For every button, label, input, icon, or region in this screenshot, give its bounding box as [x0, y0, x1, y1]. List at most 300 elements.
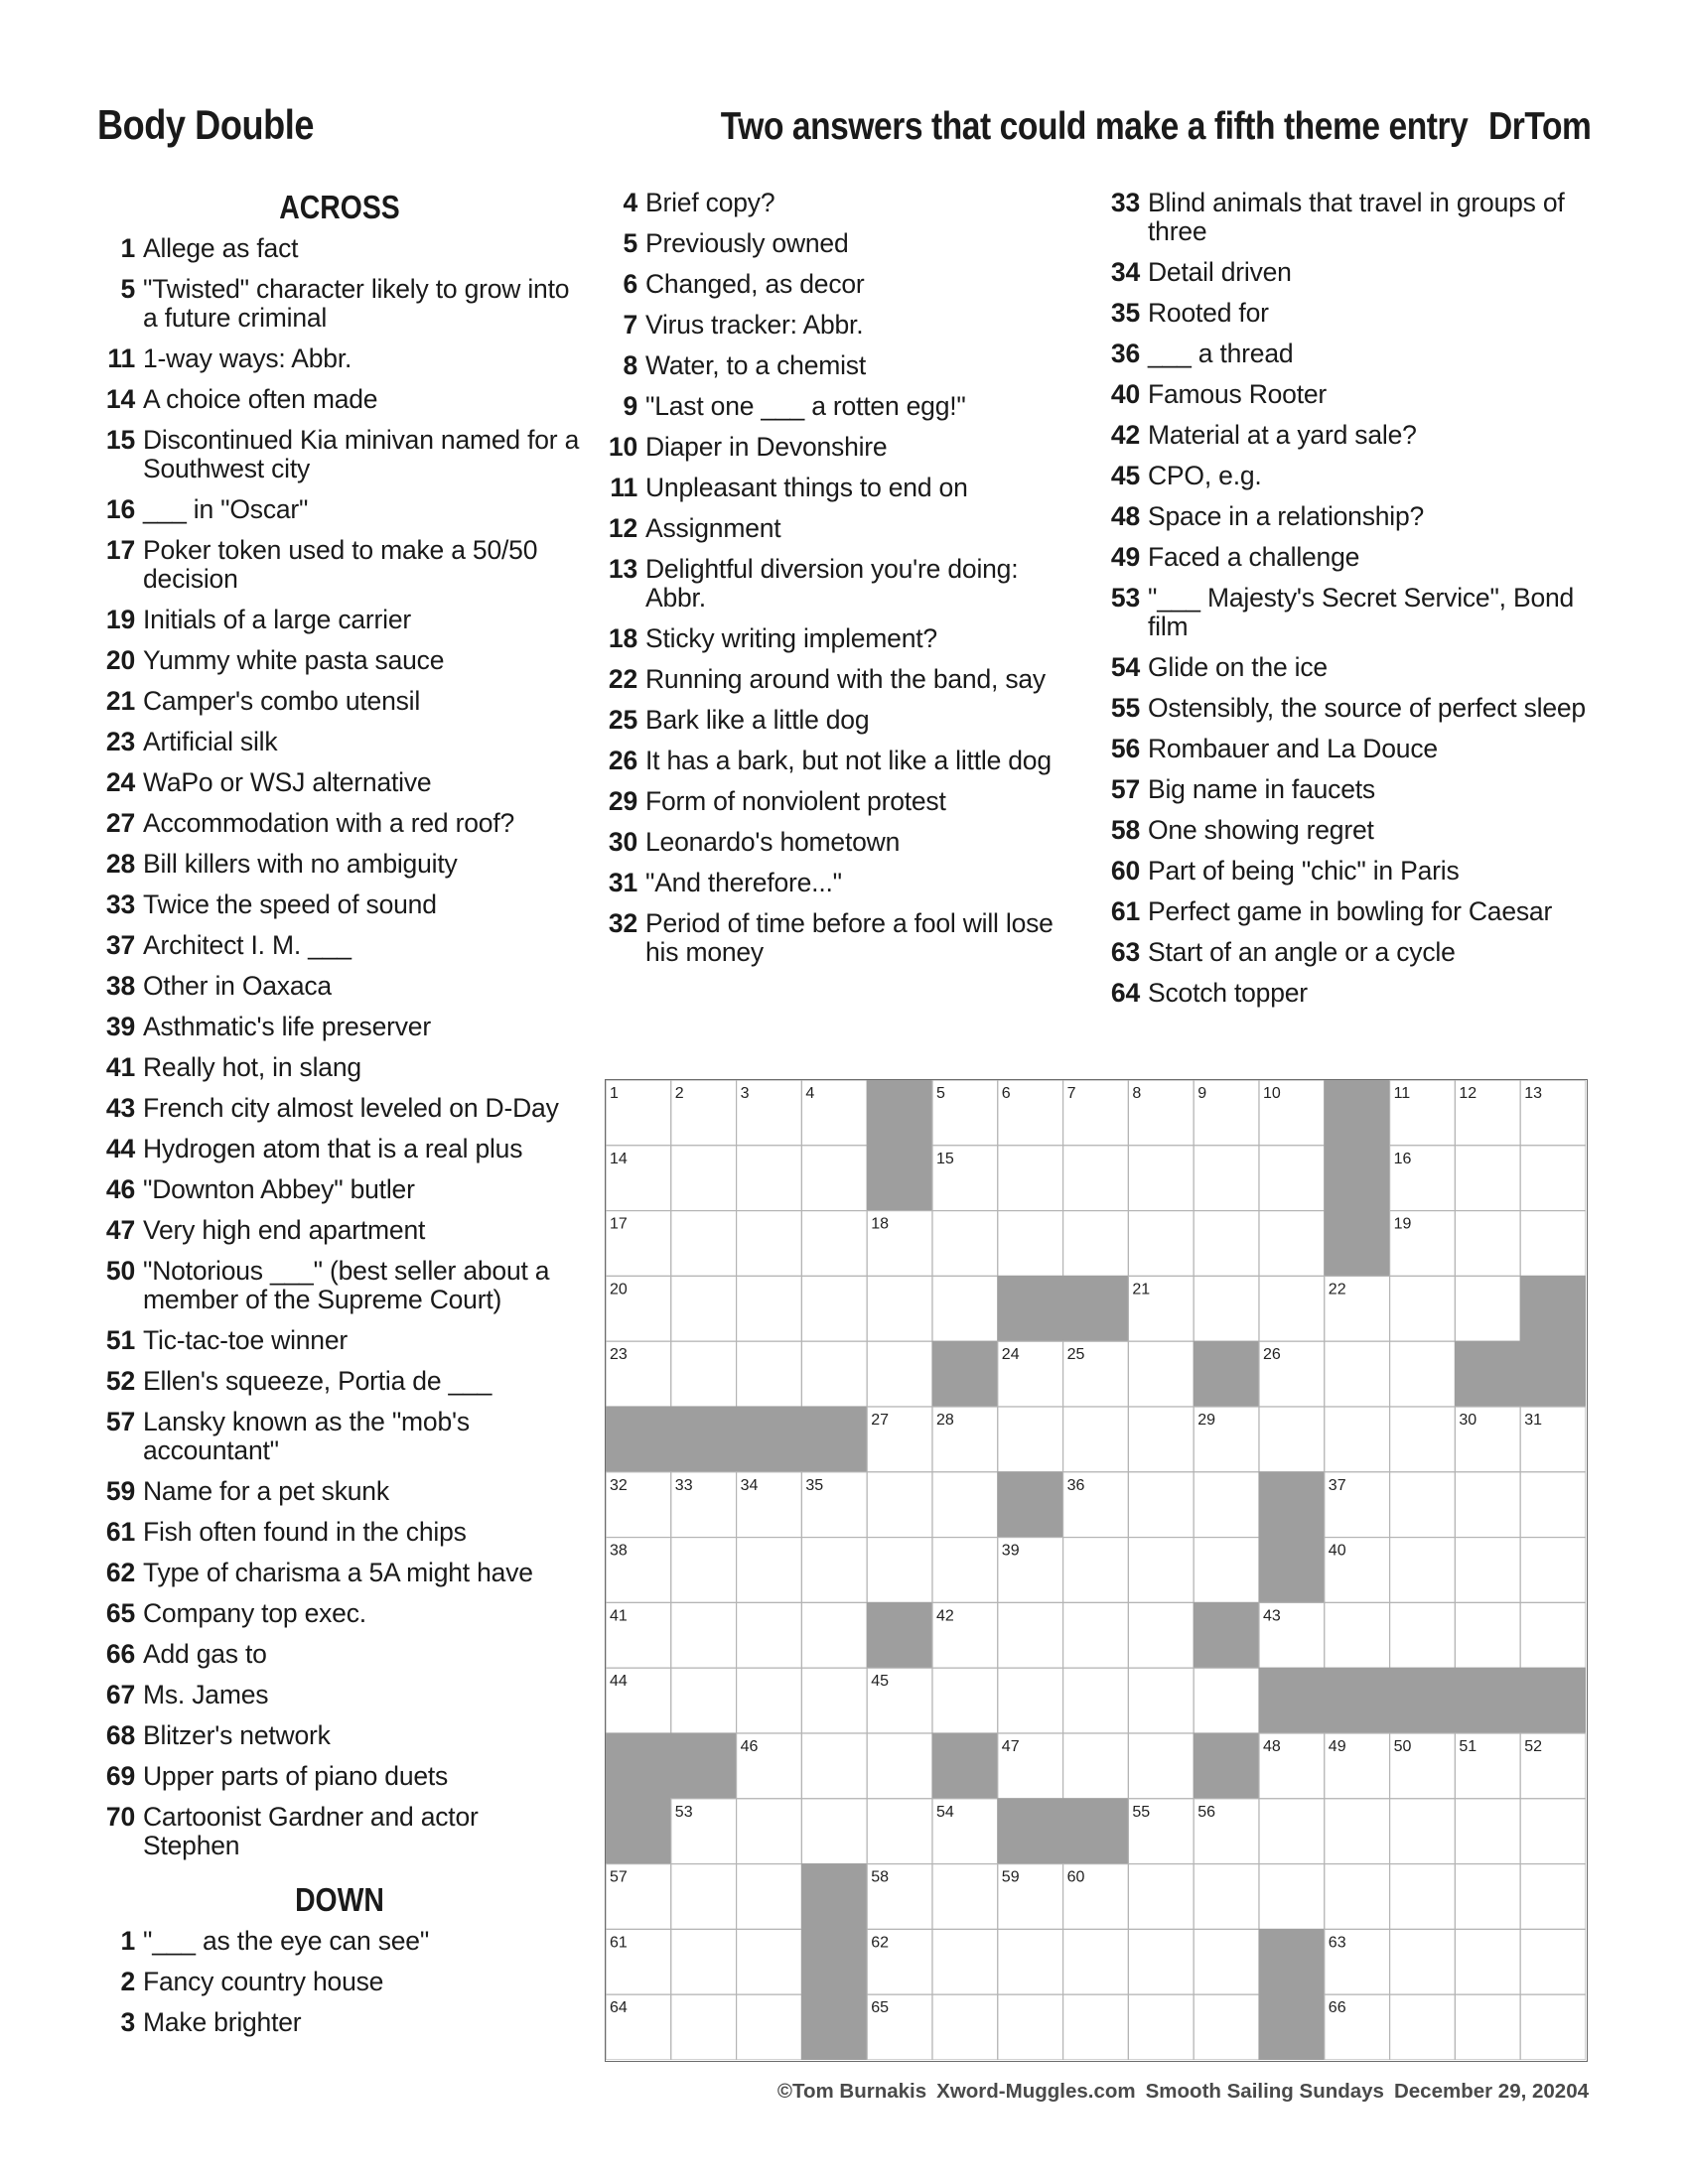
grid-cell[interactable]	[1128, 1602, 1194, 1668]
publish-date: December 29, 20204	[1393, 2080, 1589, 2103]
clue-item[interactable]	[1102, 694, 1595, 723]
grid-cell[interactable]	[932, 1929, 998, 1994]
clue-item[interactable]	[1102, 735, 1595, 763]
clue-item[interactable]	[97, 1326, 580, 1355]
cell-number: 38	[610, 1542, 628, 1560]
clue-item[interactable]	[97, 809, 580, 838]
grid-cell[interactable]	[1259, 1407, 1325, 1472]
clue-item[interactable]	[97, 1257, 580, 1314]
clue-text: Space in a relationship?	[1148, 501, 1425, 531]
clue-number: 15	[105, 425, 135, 455]
grid-cell[interactable]	[1455, 1146, 1520, 1211]
clue-text: Type of charisma a 5A might have	[143, 1558, 533, 1587]
grid-cell[interactable]	[932, 1864, 998, 1930]
grid-cell[interactable]	[1390, 1602, 1456, 1668]
clue-item[interactable]	[1102, 816, 1595, 845]
clue-item[interactable]	[97, 1013, 580, 1041]
grid-cell[interactable]	[1128, 1407, 1194, 1472]
grid-cell[interactable]	[867, 1538, 932, 1603]
clue-item[interactable]	[1102, 380, 1595, 409]
grid-cell[interactable]	[932, 1538, 998, 1603]
clue-text: Water, to a chemist	[645, 350, 867, 380]
clue-number: 40	[1110, 379, 1140, 409]
clue-number: 6	[623, 269, 637, 299]
clue-number: 48	[1110, 501, 1140, 531]
clue-item[interactable]	[1102, 543, 1595, 572]
grid-cell[interactable]	[737, 1538, 802, 1603]
grid-cell[interactable]	[1194, 1211, 1259, 1277]
grid-block	[1063, 1276, 1129, 1341]
grid-block	[671, 1407, 737, 1472]
clue-item[interactable]	[97, 1518, 580, 1547]
cell-number: 49	[1328, 1738, 1346, 1755]
grid-cell[interactable]	[801, 1146, 867, 1211]
clue-number: 14	[105, 384, 135, 414]
grid-cell[interactable]	[737, 1146, 802, 1211]
clue-item[interactable]	[97, 1640, 580, 1669]
grid-cell[interactable]	[1455, 1864, 1520, 1930]
clue-item[interactable]	[600, 747, 1066, 775]
grid-cell[interactable]	[1259, 1864, 1325, 1930]
grid-cell[interactable]	[671, 1668, 737, 1733]
grid-cell[interactable]	[1325, 1864, 1390, 1930]
grid-cell[interactable]	[671, 1994, 737, 2060]
clue-item[interactable]	[600, 787, 1066, 816]
clue-number: 13	[608, 554, 637, 584]
clue-number: 23	[105, 727, 135, 756]
clue-number: 19	[105, 605, 135, 634]
cell-number: 1	[610, 1085, 619, 1102]
grid-block	[1325, 1668, 1390, 1733]
grid-cell[interactable]	[1128, 1146, 1194, 1211]
grid-cell[interactable]	[1063, 1733, 1129, 1799]
grid-cell[interactable]	[998, 1211, 1063, 1277]
clue-text: Rombauer and La Douce	[1148, 734, 1438, 763]
grid-cell[interactable]	[1455, 1929, 1520, 1994]
grid-cell[interactable]	[1194, 1994, 1259, 2060]
cell-number: 47	[1001, 1738, 1020, 1755]
grid-cell[interactable]	[1390, 1276, 1456, 1341]
grid-cell[interactable]	[737, 1602, 802, 1668]
footer	[768, 2080, 1589, 2104]
down-clue-list-1	[97, 1927, 580, 2049]
grid-cell[interactable]	[1390, 1799, 1456, 1864]
grid-cell[interactable]	[801, 1538, 867, 1603]
grid-cell[interactable]	[801, 1211, 867, 1277]
cell-number: 20	[610, 1281, 628, 1298]
grid-cell[interactable]	[1194, 1864, 1259, 1930]
grid-cell[interactable]	[1520, 1864, 1586, 1930]
clue-item[interactable]	[1102, 340, 1595, 368]
cell-number: 41	[610, 1607, 628, 1625]
clue-item[interactable]	[97, 1408, 580, 1465]
grid-cell[interactable]	[737, 1276, 802, 1341]
clue-item[interactable]	[97, 646, 580, 675]
clue-text: Accommodation with a red roof?	[143, 808, 515, 838]
cell-number: 57	[610, 1868, 628, 1886]
clue-item[interactable]	[97, 1216, 580, 1245]
grid-cell[interactable]	[932, 1276, 998, 1341]
grid-cell[interactable]	[867, 1341, 932, 1407]
clue-item[interactable]	[1102, 938, 1595, 967]
grid-cell[interactable]	[671, 1602, 737, 1668]
grid-block	[1259, 1994, 1325, 2060]
clue-item[interactable]	[600, 270, 1066, 299]
grid-block	[932, 1733, 998, 1799]
grid-cell[interactable]	[1259, 1799, 1325, 1864]
grid-cell[interactable]	[671, 1146, 737, 1211]
grid-block	[1520, 1668, 1586, 1733]
clue-item[interactable]	[600, 555, 1066, 613]
clue-item[interactable]	[600, 392, 1066, 421]
grid-cell[interactable]	[1455, 1538, 1520, 1603]
clue-text: 1-way ways: Abbr.	[143, 343, 352, 373]
grid-cell[interactable]	[737, 1668, 802, 1733]
cell-number: 40	[1328, 1542, 1346, 1560]
grid-cell[interactable]	[1063, 1929, 1129, 1994]
clue-item[interactable]	[97, 1762, 580, 1791]
grid-cell[interactable]	[998, 1668, 1063, 1733]
clue-text: Changed, as decor	[645, 269, 865, 299]
clue-text: Hydrogen atom that is a real plus	[143, 1134, 523, 1163]
clue-item[interactable]	[97, 931, 580, 960]
clue-item[interactable]	[1102, 897, 1595, 926]
grid-cell[interactable]	[1063, 1407, 1129, 1472]
clue-item[interactable]	[97, 2008, 580, 2037]
grid-cell[interactable]	[671, 1276, 737, 1341]
grid-cell[interactable]	[1063, 1668, 1129, 1733]
grid-block	[998, 1472, 1063, 1538]
grid-cell[interactable]	[1063, 1211, 1129, 1277]
grid-block	[671, 1733, 737, 1799]
clue-number: 39	[105, 1012, 135, 1041]
cell-number: 64	[610, 1999, 628, 2017]
clue-text: Other in Oaxaca	[143, 971, 332, 1001]
grid-cell[interactable]	[671, 1864, 737, 1930]
cell-number: 29	[1197, 1412, 1215, 1429]
clue-item[interactable]	[600, 665, 1066, 694]
grid-cell[interactable]	[1455, 1276, 1520, 1341]
clue-item[interactable]	[97, 536, 580, 594]
grid-cell[interactable]	[671, 1538, 737, 1603]
clue-number: 30	[608, 827, 637, 857]
grid-cell[interactable]	[737, 1929, 802, 1994]
grid-cell[interactable]	[671, 1341, 737, 1407]
cell-number: 17	[610, 1215, 628, 1233]
clue-text: Really hot, in slang	[143, 1052, 361, 1082]
clue-item[interactable]	[97, 344, 580, 373]
clue-item[interactable]	[97, 728, 580, 756]
cell-number: 36	[1066, 1476, 1085, 1494]
clue-number: 43	[105, 1093, 135, 1123]
site-url: Xword-Muggles.com	[936, 2080, 1136, 2103]
clue-item[interactable]	[97, 768, 580, 797]
clue-item[interactable]	[1102, 462, 1595, 490]
grid-cell[interactable]	[1520, 1211, 1586, 1277]
grid-cell[interactable]	[1128, 1733, 1194, 1799]
grid-cell[interactable]	[737, 1799, 802, 1864]
clue-item[interactable]	[97, 606, 580, 634]
grid-cell[interactable]	[998, 1407, 1063, 1472]
grid-block	[1259, 1472, 1325, 1538]
clue-item[interactable]	[97, 1053, 580, 1082]
grid-cell[interactable]	[801, 1602, 867, 1668]
cell-number: 28	[936, 1412, 954, 1429]
clue-text: Asthmatic's life preserver	[143, 1012, 431, 1041]
grid-block	[1325, 1211, 1390, 1277]
clue-item[interactable]	[97, 234, 580, 263]
grid-cell[interactable]	[1455, 1602, 1520, 1668]
clue-item[interactable]	[97, 1599, 580, 1628]
puzzle-title: Body Double	[97, 101, 315, 148]
grid-cell[interactable]	[998, 1929, 1063, 1994]
grid-cell[interactable]	[1390, 1864, 1456, 1930]
clue-item[interactable]	[1102, 653, 1595, 682]
clue-item[interactable]	[97, 275, 580, 333]
clue-item[interactable]	[600, 229, 1066, 258]
clue-number: 57	[105, 1407, 135, 1436]
copyright: ©Tom Burnakis	[776, 2080, 927, 2103]
clue-item[interactable]	[97, 1135, 580, 1163]
clue-number: 1	[120, 233, 135, 263]
clue-number: 59	[105, 1476, 135, 1506]
cell-number: 31	[1524, 1412, 1542, 1429]
clue-number: 2	[120, 1967, 135, 1996]
grid-cell[interactable]	[801, 1341, 867, 1407]
grid-cell[interactable]	[737, 1341, 802, 1407]
clue-item[interactable]	[1102, 421, 1595, 450]
grid-cell[interactable]	[1063, 1146, 1129, 1211]
clue-number: 68	[105, 1720, 135, 1750]
grid-cell[interactable]	[932, 1472, 998, 1538]
grid-cell[interactable]	[1390, 1341, 1456, 1407]
grid-cell[interactable]	[1325, 1799, 1390, 1864]
grid-cell[interactable]	[1455, 1211, 1520, 1277]
clue-text: Material at a yard sale?	[1148, 420, 1417, 450]
grid-cell[interactable]	[737, 1994, 802, 2060]
clue-item[interactable]	[600, 514, 1066, 543]
clue-item[interactable]	[600, 624, 1066, 653]
grid-cell[interactable]	[1520, 1538, 1586, 1603]
clue-item[interactable]	[1102, 857, 1595, 886]
cell-number: 45	[871, 1673, 889, 1691]
clue-item[interactable]	[600, 433, 1066, 462]
clue-item[interactable]	[600, 869, 1066, 897]
grid-cell[interactable]	[867, 1472, 932, 1538]
clue-item[interactable]	[97, 1721, 580, 1750]
clue-item[interactable]	[97, 850, 580, 879]
clue-number: 70	[105, 1802, 135, 1832]
grid-block	[867, 1602, 932, 1668]
grid-cell[interactable]	[867, 1733, 932, 1799]
grid-cell[interactable]	[1259, 1276, 1325, 1341]
grid-cell[interactable]	[801, 1733, 867, 1799]
clue-number: 26	[608, 746, 637, 775]
grid-cell[interactable]	[1520, 1929, 1586, 1994]
grid-cell[interactable]	[737, 1211, 802, 1277]
clue-item[interactable]	[1102, 584, 1595, 641]
clue-item[interactable]	[97, 1559, 580, 1587]
clue-text: "___ as the eye can see"	[143, 1926, 430, 1956]
grid-cell[interactable]	[1128, 1211, 1194, 1277]
clue-item[interactable]	[1102, 189, 1595, 246]
clue-item[interactable]	[97, 1367, 580, 1396]
clue-number: 62	[105, 1558, 135, 1587]
grid-cell[interactable]	[1390, 1407, 1456, 1472]
cell-number: 19	[1393, 1215, 1412, 1233]
clue-item[interactable]	[1102, 775, 1595, 804]
grid-cell[interactable]	[998, 1146, 1063, 1211]
grid-cell[interactable]	[1455, 1799, 1520, 1864]
clue-number: 28	[105, 849, 135, 879]
cell-number: 14	[610, 1150, 628, 1167]
across-clue-list	[97, 234, 580, 1872]
grid-cell[interactable]	[1455, 1472, 1520, 1538]
cell-number: 30	[1459, 1412, 1477, 1429]
clue-item[interactable]	[97, 890, 580, 919]
grid-cell[interactable]	[671, 1929, 737, 1994]
grid-cell[interactable]	[1063, 1994, 1129, 2060]
grid-cell[interactable]	[932, 1211, 998, 1277]
cell-number: 59	[1001, 1868, 1020, 1886]
grid-cell[interactable]	[737, 1864, 802, 1930]
grid-cell[interactable]	[1128, 1864, 1194, 1930]
grid-block	[998, 1799, 1063, 1864]
clue-item[interactable]	[97, 495, 580, 524]
clue-item[interactable]	[600, 189, 1066, 217]
grid-cell[interactable]	[1259, 1146, 1325, 1211]
grid-cell[interactable]	[1520, 1146, 1586, 1211]
cell-number: 4	[805, 1085, 815, 1102]
grid-cell[interactable]	[1520, 1799, 1586, 1864]
clue-item[interactable]	[97, 426, 580, 483]
cell-number: 60	[1066, 1868, 1085, 1886]
grid-cell[interactable]	[1063, 1602, 1129, 1668]
clue-item[interactable]	[97, 1927, 580, 1956]
clue-text: Period of time before a fool will lose his money	[645, 908, 1054, 967]
clue-item[interactable]	[600, 311, 1066, 340]
grid-block	[1194, 1341, 1259, 1407]
grid-cell[interactable]	[1455, 1994, 1520, 2060]
clue-item[interactable]	[600, 474, 1066, 502]
grid-cell[interactable]	[1128, 1341, 1194, 1407]
grid-cell[interactable]	[801, 1276, 867, 1341]
grid-cell[interactable]	[1194, 1472, 1259, 1538]
grid-cell[interactable]	[998, 1602, 1063, 1668]
grid-cell[interactable]	[867, 1799, 932, 1864]
grid-cell[interactable]	[1325, 1341, 1390, 1407]
cell-number: 11	[1393, 1085, 1411, 1102]
grid-cell[interactable]	[801, 1668, 867, 1733]
clue-text: Initials of a large carrier	[143, 605, 412, 634]
clue-number: 5	[623, 228, 637, 258]
clue-item[interactable]	[1102, 979, 1595, 1008]
clue-number: 53	[1110, 583, 1140, 613]
clue-number: 8	[623, 350, 637, 380]
cell-number: 33	[674, 1476, 693, 1494]
clue-item[interactable]	[97, 1968, 580, 1996]
grid-cell[interactable]	[1063, 1538, 1129, 1603]
clue-item[interactable]	[600, 706, 1066, 735]
clue-number: 58	[1110, 815, 1140, 845]
grid-cell[interactable]	[1520, 1472, 1586, 1538]
grid-cell[interactable]	[1325, 1602, 1390, 1668]
clue-text: Make brighter	[143, 2007, 302, 2037]
grid-cell[interactable]	[1390, 1538, 1456, 1603]
grid-cell[interactable]	[1194, 1538, 1259, 1603]
grid-cell[interactable]	[1520, 1602, 1586, 1668]
grid-block	[801, 1864, 867, 1930]
clue-item[interactable]	[97, 385, 580, 414]
grid-cell[interactable]	[1520, 1994, 1586, 2060]
grid-cell[interactable]	[1390, 1929, 1456, 1994]
cell-number: 55	[1132, 1803, 1151, 1821]
grid-cell[interactable]	[1128, 1994, 1194, 2060]
clue-item[interactable]	[97, 972, 580, 1001]
cell-number: 8	[1132, 1085, 1142, 1102]
clue-item[interactable]	[600, 828, 1066, 857]
clue-text: Perfect game in bowling for Caesar	[1148, 896, 1553, 926]
grid-cell[interactable]	[1390, 1472, 1456, 1538]
cell-number: 42	[936, 1607, 954, 1625]
grid-cell[interactable]	[1390, 1994, 1456, 2060]
grid-cell[interactable]	[1128, 1929, 1194, 1994]
grid-cell[interactable]	[801, 1799, 867, 1864]
clue-item[interactable]	[97, 1477, 580, 1506]
grid-svg	[606, 1080, 1586, 2060]
grid-cell[interactable]	[1128, 1538, 1194, 1603]
clue-item[interactable]	[1102, 299, 1595, 328]
cell-number: 35	[805, 1476, 824, 1494]
clue-item[interactable]	[97, 1681, 580, 1709]
clue-item[interactable]	[1102, 258, 1595, 287]
clue-text: A choice often made	[143, 384, 378, 414]
clue-item[interactable]	[600, 909, 1066, 967]
grid-cell[interactable]	[671, 1211, 737, 1277]
clue-text: Lansky known as the "mob's accountant"	[143, 1407, 470, 1465]
grid-cell[interactable]	[867, 1276, 932, 1341]
grid-cell[interactable]	[998, 1994, 1063, 2060]
clue-text: "Twisted" character likely to grow into a future criminal	[143, 274, 570, 333]
grid-cell[interactable]	[932, 1994, 998, 2060]
clue-item[interactable]	[97, 1803, 580, 1860]
grid-cell[interactable]	[1194, 1929, 1259, 1994]
grid-cell[interactable]	[1128, 1472, 1194, 1538]
crossword-grid[interactable]	[605, 1079, 1588, 2062]
clue-text: Start of an angle or a cycle	[1148, 937, 1456, 967]
grid-cell[interactable]	[1325, 1407, 1390, 1472]
cell-number: 25	[1066, 1346, 1085, 1364]
clue-item[interactable]	[97, 687, 580, 716]
cell-number: 3	[740, 1085, 750, 1102]
clue-item[interactable]	[97, 1175, 580, 1204]
cell-number: 53	[674, 1803, 693, 1821]
grid-cell[interactable]	[1128, 1668, 1194, 1733]
clue-item[interactable]	[97, 1094, 580, 1123]
cell-number: 48	[1263, 1738, 1281, 1755]
grid-cell[interactable]	[1259, 1211, 1325, 1277]
grid-cell[interactable]	[932, 1668, 998, 1733]
grid-block	[867, 1146, 932, 1211]
grid-cell[interactable]	[1194, 1146, 1259, 1211]
grid-cell[interactable]	[1194, 1276, 1259, 1341]
clue-item[interactable]	[600, 351, 1066, 380]
clue-item[interactable]	[1102, 502, 1595, 531]
clue-text: "Downton Abbey" butler	[143, 1174, 415, 1204]
clue-text: Famous Rooter	[1148, 379, 1328, 409]
across-heading: ACROSS	[279, 189, 400, 225]
grid-cell[interactable]	[1194, 1668, 1259, 1733]
